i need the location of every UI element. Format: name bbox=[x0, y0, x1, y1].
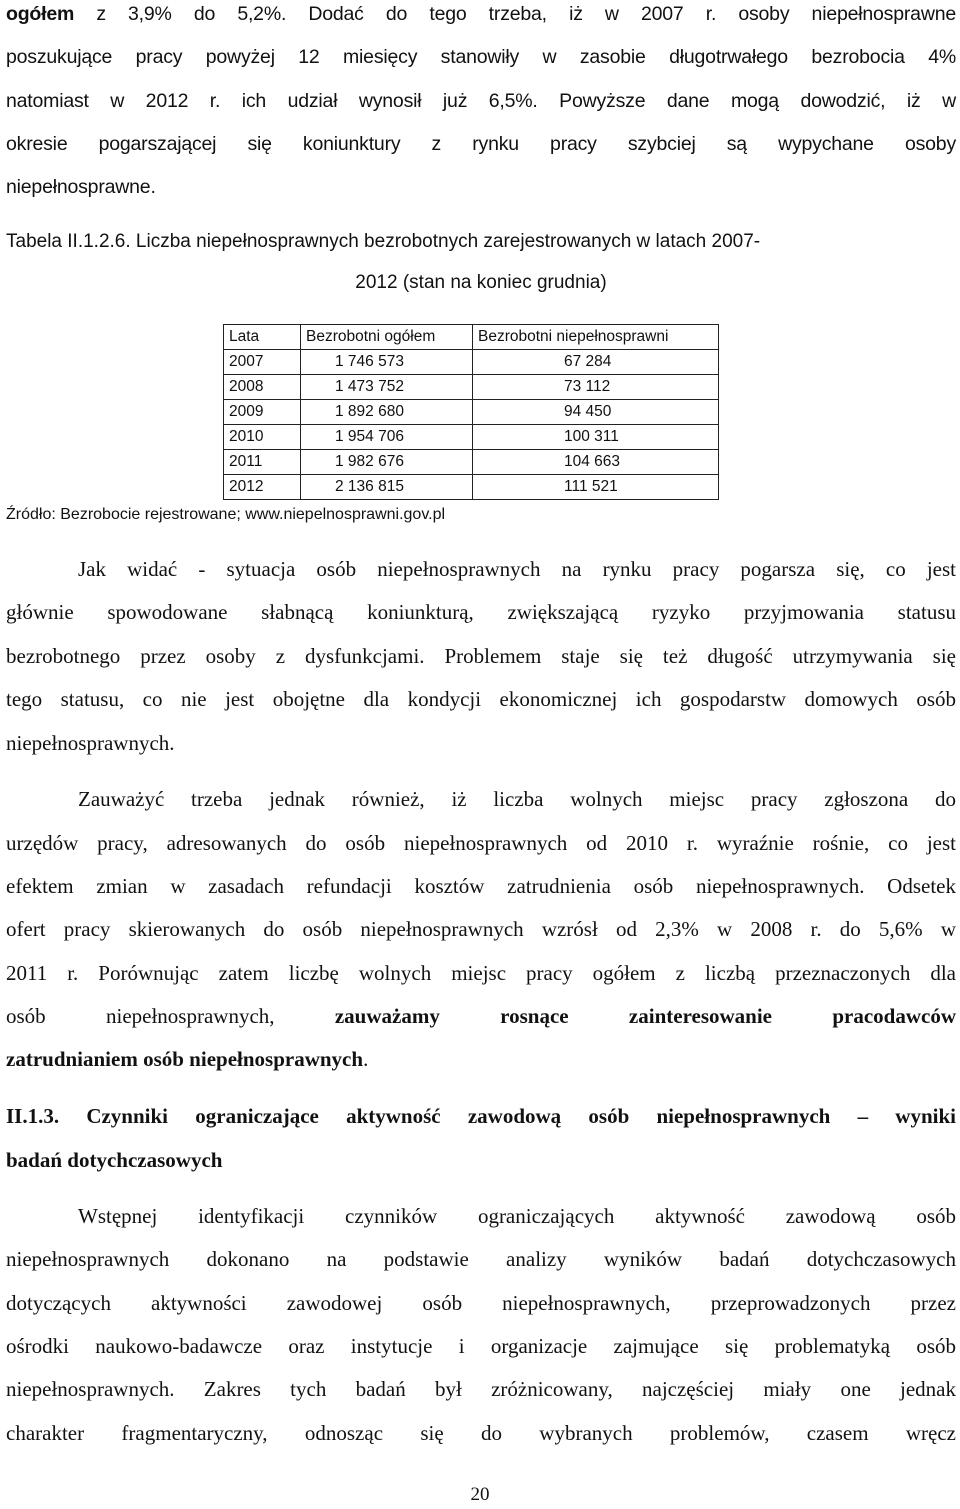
table-row bbox=[224, 450, 719, 475]
cell-year: 2011 bbox=[224, 450, 301, 475]
cell-year: 2012 bbox=[224, 475, 301, 500]
plain-text: . bbox=[363, 1047, 369, 1071]
cell-year: 2010 bbox=[224, 425, 301, 450]
paragraph-2-line-4: tego statusu, co nie jest obojętne dla kondycji ekonomicznej ich gospodarstw domowych osób bbox=[6, 687, 956, 711]
section-heading-line-1: II.1.3. Czynniki ograniczające aktywność zawodową osób niepełnosprawnych – wyniki bbox=[6, 1104, 956, 1128]
cell-disabled: 67 284 bbox=[473, 350, 719, 375]
cell-total: 1 473 752 bbox=[301, 375, 473, 400]
paragraph-3-line-5: 2011 r. Porównując zatem liczbę wolnych miejsc pracy ogółem z liczbą przeznaczonych dla bbox=[6, 961, 956, 985]
paragraph-2-line-1: Jak widać - sytuacja osób niepełnosprawnych na rynku pracy pogarsza się, co jest bbox=[78, 557, 956, 581]
paragraph-4-line-4: ośrodki naukowo-badawcze oraz instytucje i organizacje zajmujące się problematyką osób bbox=[6, 1334, 956, 1358]
paragraph-3-line-4: ofert pracy skierowanych do osób niepełnosprawnych wzrósł od 2,3% w 2008 r. do 5,6% w bbox=[6, 917, 956, 941]
table-source: Źródło: Bezrobocie rejestrowane; www.niepelnosprawni.gov.pl bbox=[6, 506, 446, 523]
paragraph-3-line-1: Zauważyć trzeba jednak również, iż liczba wolnych miejsc pracy zgłoszona do bbox=[78, 787, 956, 811]
header-total-unemployed: Bezrobotni ogółem bbox=[301, 325, 473, 350]
bold-word: ogółem bbox=[6, 3, 75, 25]
paragraph-2-line-5: niepełnosprawnych. bbox=[6, 731, 175, 755]
paragraph-3-line-7 bbox=[6, 1045, 956, 1073]
paragraph-2-line-3: bezrobotnego przez osoby z dysfunkcjami. Problemem staje się też długość utrzymywania się bbox=[6, 644, 956, 668]
data-table bbox=[223, 324, 719, 500]
bold-text: zauważamy rosnące zainteresowanie pracodawców bbox=[334, 1004, 956, 1028]
section-heading-line-2: badań dotychczasowych bbox=[6, 1148, 223, 1172]
cell-year: 2007 bbox=[224, 350, 301, 375]
cell-disabled: 94 450 bbox=[473, 400, 719, 425]
table-row bbox=[224, 375, 719, 400]
table-caption-line-1: Tabela II.1.2.6. Liczba niepełnosprawnych bezrobotnych zarejestrowanych w latach 2007- bbox=[6, 231, 761, 252]
table-header-row bbox=[224, 325, 719, 350]
paragraph-4-line-1: Wstępnej identyfikacji czynników ograniczających aktywność zawodową osób bbox=[78, 1204, 956, 1228]
header-disabled-unemployed: Bezrobotni niepełnosprawni bbox=[473, 325, 719, 350]
paragraph-top-line-4: okresie pogarszającej się koniunktury z rynku pracy szybciej są wypychane osoby bbox=[6, 133, 956, 155]
table-row bbox=[224, 400, 719, 425]
paragraph-4-line-5: niepełnosprawnych. Zakres tych badań był zróżnicowany, najczęściej miały one jednak bbox=[6, 1377, 956, 1401]
paragraph-4-line-2: niepełnosprawnych dokonano na podstawie analizy wyników badań dotychczasowych bbox=[6, 1247, 956, 1271]
table-row bbox=[224, 350, 719, 375]
paragraph-3-line-6 bbox=[6, 1002, 956, 1030]
cell-disabled: 100 311 bbox=[473, 425, 719, 450]
table-caption-line-2: 2012 (stan na koniec grudnia) bbox=[355, 272, 607, 293]
cell-year: 2009 bbox=[224, 400, 301, 425]
table-row bbox=[224, 475, 719, 500]
cell-total: 1 746 573 bbox=[301, 350, 473, 375]
paragraph-top-line-5: niepełnosprawne. bbox=[6, 176, 156, 198]
paragraph-2-line-2: głównie spowodowane słabnącą koniunkturą, zwiększającą ryzyko przyjmowania statusu bbox=[6, 600, 956, 624]
paragraph-top-line-3: natomiast w 2012 r. ich udział wynosił już 6,5%. Powyższe dane mogą dowodzić, iż w bbox=[6, 90, 956, 112]
cell-total: 1 892 680 bbox=[301, 400, 473, 425]
table-row bbox=[224, 425, 719, 450]
paragraph-4-line-3: dotyczących aktywności zawodowej osób niepełnosprawnych, przeprowadzonych przez bbox=[6, 1291, 956, 1315]
cell-total: 1 982 676 bbox=[301, 450, 473, 475]
cell-disabled: 73 112 bbox=[473, 375, 719, 400]
paragraph-top-line-1 bbox=[6, 0, 956, 28]
paragraph-top-line-2: poszukujące pracy powyżej 12 miesięcy stanowiły w zasobie długotrwałego bezrobocia 4% bbox=[6, 46, 956, 68]
paragraph-3-line-3: efektem zmian w zasadach refundacji kosztów zatrudnienia osób niepełnosprawnych. Odsetek bbox=[6, 874, 956, 898]
cell-total: 2 136 815 bbox=[301, 475, 473, 500]
cell-year: 2008 bbox=[224, 375, 301, 400]
cell-total: 1 954 706 bbox=[301, 425, 473, 450]
page-number: 20 bbox=[470, 1484, 490, 1505]
line-rest: z 3,9% do 5,2%. Dodać do tego trzeba, iż w 2007 r. osoby niepełnosprawne bbox=[74, 3, 956, 25]
cell-disabled: 104 663 bbox=[473, 450, 719, 475]
header-years: Lata bbox=[224, 325, 301, 350]
paragraph-3-line-2: urzędów pracy, adresowanych do osób niepełnosprawnych od 2010 r. wyraźnie rośnie, co jest bbox=[6, 831, 956, 855]
cell-disabled: 111 521 bbox=[473, 475, 719, 500]
paragraph-4-line-6: charakter fragmentaryczny, odnosząc się do wybranych problemów, czasem wręcz bbox=[6, 1421, 956, 1445]
plain-text: osób niepełnosprawnych, bbox=[6, 1004, 275, 1028]
bold-text: zatrudnianiem osób niepełnosprawnych bbox=[6, 1047, 364, 1071]
data-table-wrapper bbox=[223, 324, 719, 500]
